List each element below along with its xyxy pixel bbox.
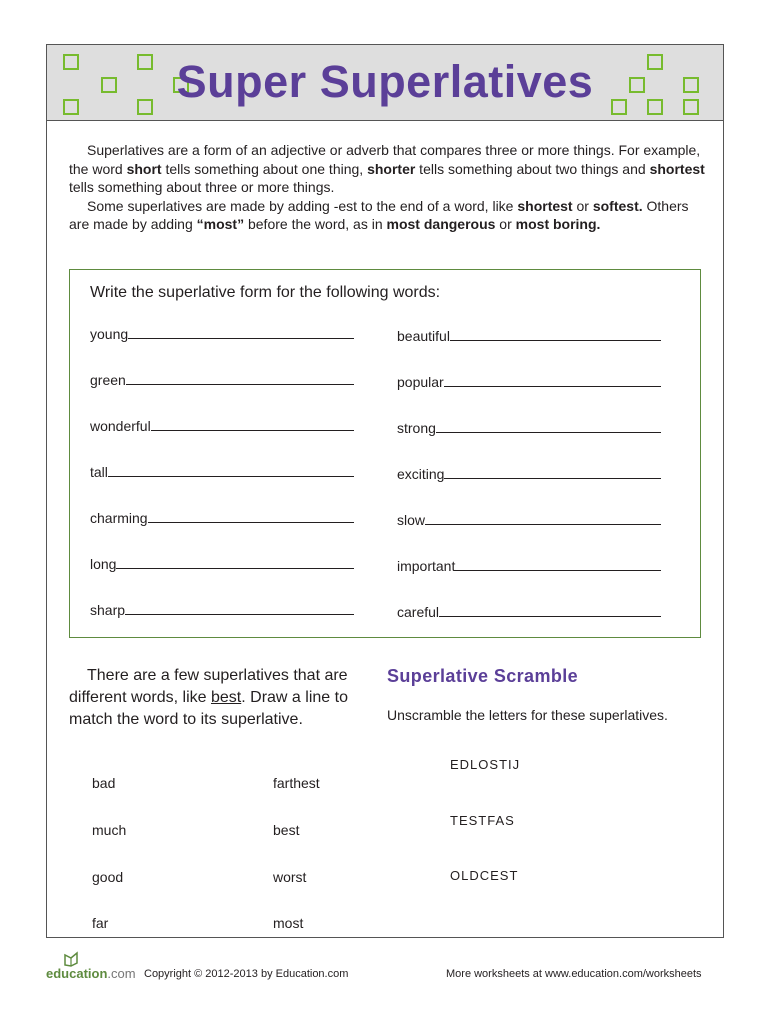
logo-suffix: .com xyxy=(107,966,136,981)
matching-instructions xyxy=(69,665,359,731)
footer xyxy=(0,950,768,990)
answer-line[interactable] xyxy=(425,524,661,525)
word-label: charming xyxy=(90,510,148,526)
word-row-right xyxy=(397,506,661,528)
matching-intro-text: There are a few superlatives that are different words, like xyxy=(69,667,348,706)
exercise-title: Write the superlative form for the following words: xyxy=(90,284,441,301)
word-label: tall xyxy=(90,464,108,480)
word-row-right xyxy=(397,322,661,344)
match-word-right[interactable]: best xyxy=(273,822,300,838)
word-label: wonderful xyxy=(90,418,151,434)
word-label: green xyxy=(90,372,126,388)
education-logo[interactable] xyxy=(46,966,136,981)
word-label: young xyxy=(90,326,129,342)
intro-text xyxy=(69,141,705,234)
match-word-left[interactable]: much xyxy=(92,822,127,838)
worksheet-frame xyxy=(46,44,724,938)
more-worksheets-link[interactable]: More worksheets at www.education.com/worksheets xyxy=(446,968,702,980)
logo-text: education xyxy=(46,966,108,981)
matching-intro-text-end: . Draw a line to match the word to its superlative. xyxy=(69,689,348,728)
answer-line[interactable] xyxy=(126,384,354,385)
word-row-left xyxy=(90,320,354,342)
matching-example-word: best xyxy=(211,689,242,706)
match-word-left[interactable]: good xyxy=(92,869,124,885)
word-row-left xyxy=(90,458,354,480)
intro-paragraph-2: Some superlatives are made by adding -est to the end of a word, like shortest or softest. Others are made by adding “most” before the word, as in most dangerous or most boring. xyxy=(69,197,689,233)
word-label: sharp xyxy=(90,602,126,618)
word-row-left xyxy=(90,504,354,526)
title-banner xyxy=(47,45,723,121)
word-row-left xyxy=(90,366,354,388)
word-label: strong xyxy=(397,420,436,436)
answer-line[interactable] xyxy=(450,340,661,341)
page-title: Super Superlatives xyxy=(176,56,594,107)
scramble-instruction: Unscramble the letters for these superlatives. xyxy=(387,707,668,723)
word-row-left xyxy=(90,550,354,572)
word-row-right xyxy=(397,598,661,620)
copyright-text: Copyright © 2012-2013 by Education.com xyxy=(144,968,349,980)
word-row-right xyxy=(397,368,661,390)
scrambled-word: EDLOSTIJ xyxy=(450,757,521,772)
word-row-left xyxy=(90,412,354,434)
answer-line[interactable] xyxy=(108,476,354,477)
answer-line[interactable] xyxy=(116,568,354,569)
match-word-right[interactable]: worst xyxy=(273,869,307,885)
scramble-title: Superlative Scramble xyxy=(387,666,579,686)
answer-line[interactable] xyxy=(455,570,661,571)
answer-line[interactable] xyxy=(444,478,661,479)
answer-line[interactable] xyxy=(148,522,354,523)
scrambled-word: TESTFAS xyxy=(450,813,515,828)
word-row-right xyxy=(397,552,661,574)
match-word-left[interactable]: far xyxy=(92,915,109,931)
scrambled-word: OLDCEST xyxy=(450,868,519,883)
answer-line[interactable] xyxy=(436,432,661,433)
superlative-exercise-box xyxy=(69,269,701,638)
word-label: long xyxy=(90,556,117,572)
answer-line[interactable] xyxy=(128,338,354,339)
match-word-right[interactable]: farthest xyxy=(273,775,320,791)
word-label: important xyxy=(397,558,456,574)
word-row-right xyxy=(397,460,661,482)
intro-paragraph-1: Superlatives are a form of an adjective or adverb that compares three or more things. For example, the word short tells something about one thing, shorter tells something about two things and shortest tells something about three or more things. xyxy=(69,142,705,196)
answer-line[interactable] xyxy=(125,614,354,615)
match-word-right[interactable]: most xyxy=(273,915,304,931)
answer-line[interactable] xyxy=(439,616,661,617)
answer-line[interactable] xyxy=(151,430,354,431)
match-word-left[interactable]: bad xyxy=(92,775,116,791)
word-row-left xyxy=(90,596,354,618)
word-row-right xyxy=(397,414,661,436)
word-label: beautiful xyxy=(397,328,450,344)
word-label: slow xyxy=(397,512,426,528)
word-label: careful xyxy=(397,604,440,620)
word-label: exciting xyxy=(397,466,445,482)
answer-line[interactable] xyxy=(444,386,661,387)
word-label: popular xyxy=(397,374,444,390)
